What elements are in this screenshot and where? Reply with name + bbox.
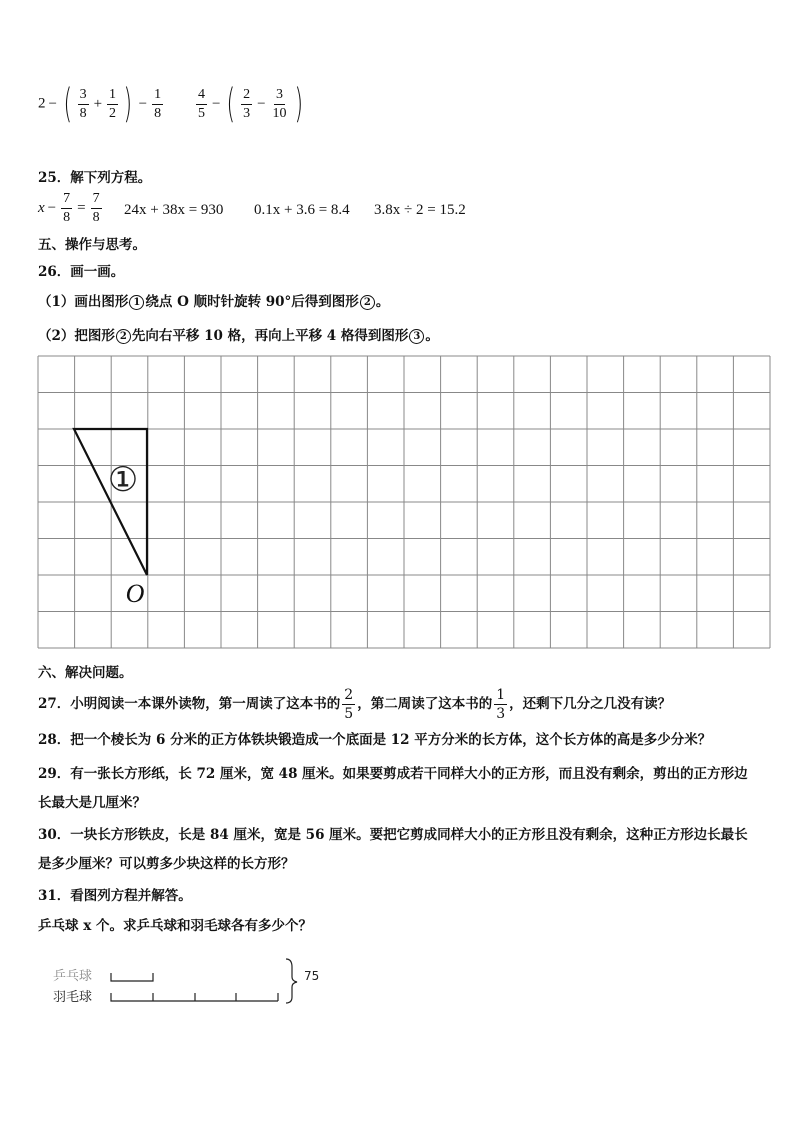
ping-pong-label: 乒乓球 <box>53 969 93 984</box>
point-o-label: O <box>125 579 145 608</box>
q30-line-1: 30．一块长方形铁皮，长是 84 厘米，宽是 56 厘米。要把它剪成同样大小的正方形且没有剩余，这种正方形边长最长 <box>38 827 748 843</box>
arith-expression-1: 2 − ( $\frac{3}{8}$ + $\frac{1}{2}$ ) − $\frac{1}{8}$ <box>38 81 162 127</box>
fraction: $\frac{3}{10}$ <box>272 86 287 121</box>
q26-step-2: （2）把图形 2 先向右平移 10 格，再向上平移 4 格得到图形 3 。 <box>38 328 439 344</box>
lead-number: 2 <box>38 95 46 112</box>
fraction: $\frac{1}{8}$ <box>154 86 162 121</box>
section-6-heading: 六、解决问题。 <box>38 665 133 681</box>
fraction: $\frac{1}{2}$ <box>109 86 117 121</box>
circled-number: 2 <box>116 329 131 344</box>
q30-line-2: 是多少厘米？可以剪多少块这样的长方形？ <box>38 856 295 872</box>
fraction: $\frac{3}{8}$ <box>79 86 87 121</box>
q27-text: 27．小明阅读一本课外读物，第一周读了这本书的 $\frac{2}{5}$ ，第二周读了这本书的 $\frac{1}{3}$ ，还剩下几分之几没有读？ <box>38 687 672 722</box>
fraction: $\frac{2}{3}$ <box>243 86 251 121</box>
left-paren: ( <box>226 81 236 127</box>
circled-number: 3 <box>409 329 424 344</box>
q28-text: 28．把一个棱长为 6 分米的正方体铁块锻造成一个底面是 12 平方分米的长方体，这个长方体的高是多少分米？ <box>38 732 712 748</box>
q25-equation-4: 3.8x ÷ 2 = 15.2 <box>374 202 466 218</box>
left-paren: ( <box>63 81 73 127</box>
q25-equation-1: x − $\frac{7}{8}$ = $\frac{7}{8}$ <box>38 191 100 225</box>
arith-expression-2: $\frac{4}{5}$ − ( $\frac{2}{3}$ − $\frac{3}{10}$ ) <box>198 81 303 127</box>
q31-title: 31．看图列方程并解答。 <box>38 888 192 904</box>
q31-text: 乒乓球 x 个。求乒乓球和羽毛球各有多少个？ <box>38 918 312 934</box>
q25-title: 25．解下列方程。 <box>38 170 152 186</box>
section-5-heading: 五、操作与思考。 <box>38 237 146 253</box>
badminton-segment <box>111 993 278 1001</box>
badminton-label: 羽毛球 <box>53 990 93 1005</box>
drawing-grid <box>37 355 771 651</box>
q25-equation-3: 0.1x + 3.6 = 8.4 <box>254 202 350 218</box>
right-paren: ) <box>294 81 303 127</box>
q29-line-1: 29．有一张长方形纸，长 72 厘米，宽 48 厘米。如果要剪成若干同样大小的正方形，而且没有剩余，剪出的正方形边 <box>38 766 748 782</box>
q26-title: 26．画一画。 <box>38 264 125 280</box>
total-value: 75 <box>304 969 320 983</box>
segment-diagram <box>108 955 308 1005</box>
circled-number: 1 <box>129 295 144 310</box>
q29-line-2: 长最大是几厘米？ <box>38 795 146 811</box>
ping-pong-segment <box>111 973 153 981</box>
circled-number: 2 <box>360 295 375 310</box>
q26-step-1: （1）画出图形 1 绕点 O 顺时针旋转 90°后得到图形 2 。 <box>38 294 390 310</box>
fraction: $\frac{4}{5}$ <box>198 86 205 121</box>
q25-equation-2: 24x + 38x = 930 <box>124 202 224 218</box>
total-brace <box>286 959 297 1003</box>
shape-1-label: ① <box>107 460 139 500</box>
right-paren: ) <box>123 81 133 127</box>
